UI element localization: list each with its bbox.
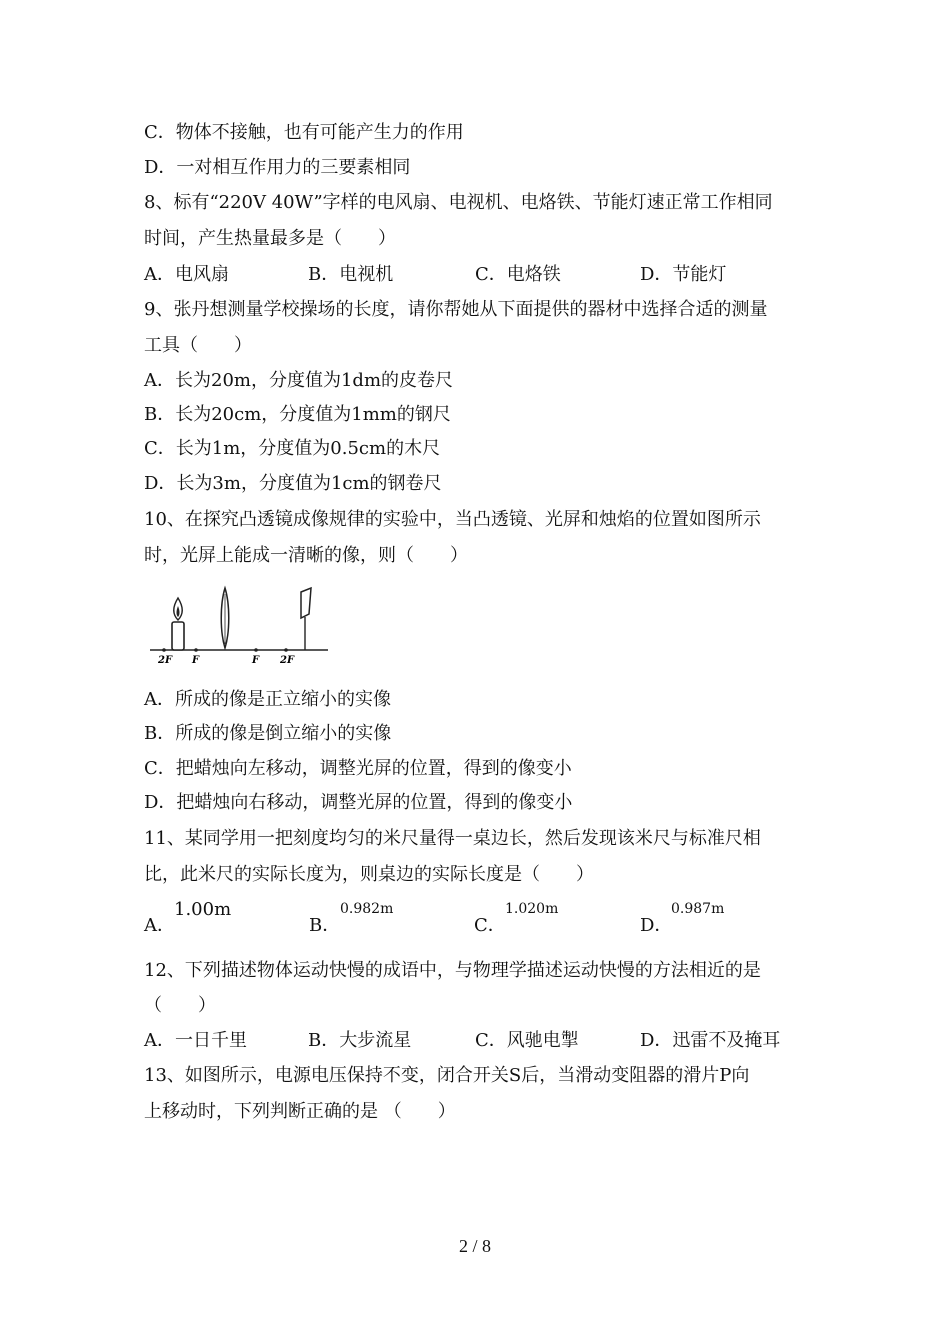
q10-stem-line1: 10、在探究凸透镜成像规律的实验中，当凸透镜、光屏和烛焰的位置如图所示 bbox=[144, 509, 761, 530]
q9-stem-line2: 工具（ ） bbox=[144, 335, 252, 356]
q10-option-a: A．所成的像是正立缩小的实像 bbox=[144, 689, 391, 710]
q12-option-c: C．风驰电掣 bbox=[475, 1030, 579, 1051]
q9-stem-line1: 9、张丹想测量学校操场的长度，请你帮她从下面提供的器材中选择合适的测量 bbox=[144, 299, 768, 320]
label-f-right: F bbox=[252, 655, 260, 666]
q10-option-d: D．把蜡烛向右移动，调整光屏的位置，得到的像变小 bbox=[144, 792, 573, 813]
q8-option-c: C．电烙铁 bbox=[475, 264, 561, 285]
q13-stem-line2: 上移动时，下列判断正确的是 （ ） bbox=[144, 1101, 456, 1122]
q10-option-c: C．把蜡烛向左移动，调整光屏的位置，得到的像变小 bbox=[144, 758, 572, 779]
focal-point-f-left bbox=[194, 648, 198, 652]
q7-option-d: D．一对相互作用力的三要素相同 bbox=[144, 157, 411, 178]
q9-option-b: B．长为20cm，分度值为1mm的钢尺 bbox=[144, 404, 451, 425]
focal-point-2f-left bbox=[162, 648, 166, 652]
q12-option-b: B．大步流星 bbox=[308, 1030, 412, 1051]
q11-option-b-value: 0.982m bbox=[340, 901, 394, 917]
q11-stem-line2: 比，此米尺的实际长度为，则桌边的实际长度是（ ） bbox=[144, 864, 594, 885]
q11-option-d-value: 0.987m bbox=[671, 901, 725, 917]
q12-option-a: A．一日千里 bbox=[144, 1030, 247, 1051]
q8-stem-line1: 8、标有“220V 40W”字样的电风扇、电视机、电烙铁、节能灯速正常工作相同 bbox=[144, 192, 773, 213]
q10-stem-line2: 时，光屏上能成一清晰的像，则（ ） bbox=[144, 545, 468, 566]
q12-stem-line2: （ ） bbox=[144, 995, 216, 1016]
page-number: 2 / 8 bbox=[458, 1236, 491, 1256]
q11-option-a-value: 1.00m bbox=[174, 899, 232, 920]
q8-option-a: A．电风扇 bbox=[144, 264, 229, 285]
light-screen-icon bbox=[301, 588, 311, 618]
q11-option-d-label: D． bbox=[640, 915, 673, 936]
q11-option-c-value: 1.020m bbox=[505, 901, 559, 917]
focal-point-2f-right bbox=[284, 648, 288, 652]
q9-option-d: D．长为3m，分度值为1cm的钢卷尺 bbox=[144, 473, 442, 494]
q13-stem-line1: 13、如图所示，电源电压保持不变，闭合开关S后，当滑动变阻器的滑片P向 bbox=[144, 1065, 750, 1086]
label-2f-left: 2F bbox=[158, 655, 173, 666]
q8-option-d: D．节能灯 bbox=[640, 264, 727, 285]
focal-point-f-right bbox=[254, 648, 258, 652]
q12-stem-line1: 12、下列描述物体运动快慢的成语中，与物理学描述运动快慢的方法相近的是 bbox=[144, 960, 761, 981]
q12-option-d: D．迅雷不及掩耳 bbox=[640, 1030, 781, 1051]
q11-option-c-label: C． bbox=[474, 915, 506, 936]
q9-option-c: C．长为1m，分度值为0.5cm的木尺 bbox=[144, 438, 441, 459]
q7-option-c: C．物体不接触，也有可能产生力的作用 bbox=[144, 122, 464, 143]
candle-icon bbox=[172, 622, 184, 650]
q10-option-b: B．所成的像是倒立缩小的实像 bbox=[144, 723, 392, 744]
lens-experiment-diagram bbox=[148, 584, 330, 668]
q9-option-a: A．长为20m，分度值为1dm的皮卷尺 bbox=[144, 370, 454, 391]
label-f-left: F bbox=[192, 655, 200, 666]
q8-stem-line2: 时间，产生热量最多是（ ） bbox=[144, 228, 396, 249]
q11-stem-line1: 11、某同学用一把刻度均匀的米尺量得一桌边长，然后发现该米尺与标准尺相 bbox=[144, 828, 761, 849]
q11-option-b-label: B． bbox=[309, 915, 341, 936]
label-2f-right: 2F bbox=[280, 655, 295, 666]
q11-option-a-label: A． bbox=[144, 915, 175, 936]
q8-option-b: B．电视机 bbox=[308, 264, 394, 285]
